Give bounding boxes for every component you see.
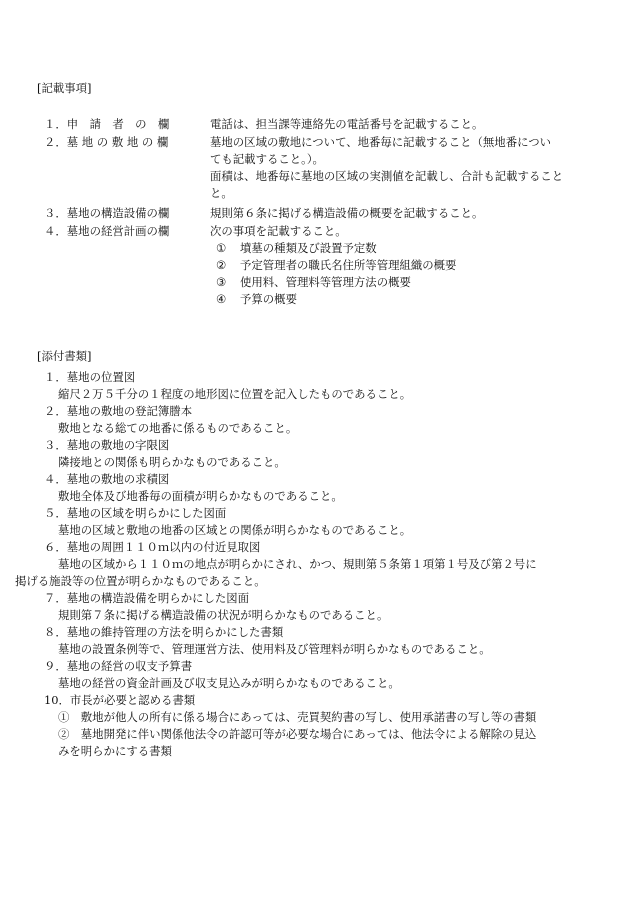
attachment-description: 墓地の区域と敷地の地番の区域との関係が明らかなものであること。 <box>58 523 412 537</box>
record-item-text: ても記載すること。）。 <box>210 152 324 166</box>
subitem-mark: ① <box>216 241 227 255</box>
attachment-description: 隣接地との関係も明らかなものであること。 <box>58 455 286 469</box>
attachment-heading: ９．墓地の経営の収支予算書 <box>44 659 193 673</box>
attachment-item <box>44 590 604 624</box>
subitem-text: 使用料、管理料等管理方法の概要 <box>240 275 411 289</box>
subitem-mark: ② <box>216 258 227 272</box>
subitem-mark: ④ <box>216 292 227 306</box>
attachment-section-title: [添付書類] <box>37 349 92 363</box>
attachment-item <box>44 692 604 760</box>
attachment-item <box>44 624 604 658</box>
record-item-text: 墓地の区域の敷地について、地番毎に記載すること（無地番につい <box>210 135 552 149</box>
attachment-description: 敷地となる総ての地番に係るものであること。 <box>58 421 298 435</box>
record-item-label: ３．墓地の構造設備の欄 <box>44 206 170 220</box>
subitem-mark: ③ <box>216 275 227 289</box>
record-section-title: [記載事項] <box>37 81 92 95</box>
attachment-heading: ６．墓地の周囲１１０ｍ以内の付近見取図 <box>44 540 261 554</box>
record-item-text: と。 <box>210 186 233 200</box>
attachment-list <box>15 369 604 760</box>
attachment-heading: ５．墓地の区域を明らかにした図面 <box>44 506 227 520</box>
attachment-item <box>15 539 604 590</box>
attachment-description: 規則第７条に掲げる構造設備の状況が明らかなものであること。 <box>58 608 389 622</box>
subitem-text: 墳墓の種類及び設置予定数 <box>240 241 377 255</box>
subitem-text: 予定管理者の職氏名住所等管理組織の概要 <box>240 258 457 272</box>
plan-subitem <box>210 257 602 274</box>
attachment-item <box>44 369 604 403</box>
attachment-heading: ４．墓地の敷地の求積図 <box>44 472 170 486</box>
attachment-subitem-continued: みを明らかにする書類 <box>58 744 172 758</box>
attachment-heading: ８．墓地の維持管理の方法を明らかにした書類 <box>44 625 284 639</box>
record-item-text: 面積は、地番毎に墓地の区域の実測値を記載し、合計も記載すること <box>210 169 564 183</box>
plan-subitem <box>210 291 602 308</box>
attachment-heading: ７．墓地の構造設備を明らかにした図面 <box>44 591 250 605</box>
record-item-plan <box>44 223 604 308</box>
attachment-item <box>44 505 604 539</box>
attachment-description: 縮尺２万５千分の１程度の地形図に位置を記入したものであること。 <box>58 387 412 401</box>
record-item-site <box>44 134 604 202</box>
record-item-text: 規則第６条に掲げる構造設備の概要を記載すること。 <box>210 206 484 220</box>
attachment-description: 敷地全体及び地番毎の面積が明らかなものであること。 <box>58 489 343 503</box>
attachment-subitem: ② 墓地開発に伴い関係他法令の許認可等が必要な場合にあっては、他法令による解除の見込 <box>58 727 537 741</box>
attachment-subitem: ① 敷地が他人の所有に係る場合にあっては、売買契約書の写し、使用承諾書の写し等の書類 <box>58 710 537 724</box>
record-item-text: 次の事項を記載すること。 <box>210 224 347 238</box>
record-item-text: 電話は、担当課等連絡先の電話番号を記載すること。 <box>210 117 484 131</box>
attachment-description-continued: 掲げる施設等の位置が明らかなものであること。 <box>15 574 266 588</box>
attachment-heading: 10．市長が必要と認める書類 <box>44 693 196 707</box>
attachment-heading: １．墓地の位置図 <box>44 370 136 384</box>
attachment-item <box>44 403 604 437</box>
attachment-item <box>44 437 604 471</box>
subitem-text: 予算の概要 <box>240 292 297 306</box>
attachment-heading: ３．墓地の敷地の字限図 <box>44 438 170 452</box>
plan-subitem <box>210 274 602 291</box>
record-item-label: １．申 請 者 の 欄 <box>44 117 170 131</box>
record-item-label: ４．墓地の経営計画の欄 <box>44 224 170 238</box>
record-item-applicant <box>44 116 604 133</box>
attachment-item <box>44 658 604 692</box>
record-item-label: ２．墓 地 の 敷 地 の 欄 <box>44 135 169 149</box>
attachment-heading: ２．墓地の敷地の登記簿謄本 <box>44 404 193 418</box>
attachment-description: 墓地の区域から１１０ｍの地点が明らかにされ、かつ、規則第５条第１項第１号及び第２号に <box>58 557 537 571</box>
record-item-structure <box>44 205 604 222</box>
attachment-description: 墓地の設置条例等で、管理運営方法、使用料及び管理料が明らかなものであること。 <box>58 642 491 656</box>
attachment-description: 墓地の経営の資金計画及び収支見込みが明らかなものであること。 <box>58 676 400 690</box>
plan-subitem <box>210 240 602 257</box>
attachment-item <box>44 471 604 505</box>
